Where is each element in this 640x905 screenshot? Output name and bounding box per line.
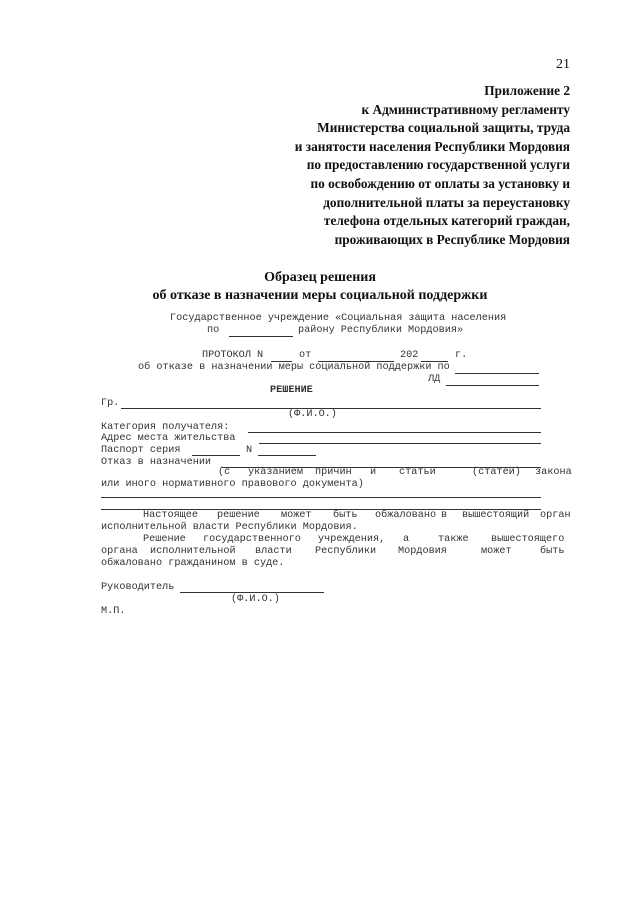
appendix-line: дополнительной платы за переустановку	[323, 194, 570, 210]
reason-blank-1	[101, 497, 541, 498]
appeal-word: Республики	[315, 546, 377, 557]
reason-word: и	[370, 467, 377, 478]
category-label: Категория получателя:	[101, 422, 230, 433]
measure-blank	[455, 373, 539, 374]
appeal-word: быть	[540, 546, 565, 557]
reason-word: причин	[315, 467, 352, 478]
citizen-label: Гр.	[101, 398, 120, 409]
protocol-from: от	[299, 350, 312, 361]
appeal-word: может	[281, 510, 312, 521]
appeal-word: быть	[333, 510, 358, 521]
page-number: 21	[556, 57, 570, 72]
appendix-line: по предоставлению государственной услуги	[306, 157, 570, 173]
protocol-year: 202	[400, 350, 419, 361]
institution-line-1: Государственное учреждение «Социальная защита населения	[170, 313, 507, 324]
head-label: Руководитель	[101, 582, 175, 593]
sample-subtitle: об отказе в назначении меры социальной поддержки	[152, 288, 488, 303]
reason-word: указанием	[248, 467, 304, 478]
appeal-word: а	[403, 534, 410, 545]
passport-series-blank	[192, 455, 240, 456]
institution-line-2-prefix: по	[207, 325, 220, 336]
appeal-paragraph-3-line-2: обжаловано гражданином в суде.	[101, 558, 285, 569]
appeal-word: также	[438, 534, 469, 545]
address-label: Адрес места жительства	[101, 433, 236, 444]
passport-number-blank	[258, 455, 316, 456]
fio-caption: (Ф.И.О.)	[288, 409, 337, 420]
appeal-word: власти	[255, 546, 292, 557]
reason-word: статьи	[399, 467, 436, 478]
refusal-line: об отказе в назначении меры социальной поддержки по	[138, 362, 450, 373]
ld-label: ЛД	[428, 374, 441, 385]
appeal-word: вышестоящий	[462, 510, 530, 521]
reason-word: (с	[218, 467, 231, 478]
ld-blank	[446, 385, 539, 386]
category-blank	[248, 432, 541, 433]
appendix-line: и занятости населения Республики Мордовия	[294, 138, 570, 154]
appeal-word: орган	[540, 510, 571, 521]
appeal-word: Мордовия	[398, 546, 447, 557]
appeal-word: может	[481, 546, 512, 557]
refused-label: Отказ в назначении	[101, 457, 212, 468]
appendix-line: Министерства социальной защиты, труда	[317, 120, 570, 136]
appeal-word: решение	[217, 510, 260, 521]
district-blank	[229, 336, 293, 337]
appeal-paragraph-1-line-2: исполнительной власти Республики Мордовия.	[101, 522, 358, 533]
institution-line-2-suffix: району Республики Мордовия»	[298, 325, 464, 336]
appeal-word: вышестоящего	[491, 534, 565, 545]
appeal-word: обжаловано	[375, 510, 437, 521]
appeal-word: Решение	[143, 534, 186, 545]
sample-title: Образец решения	[264, 270, 376, 285]
decision-heading: РЕШЕНИЕ	[270, 385, 313, 396]
address-blank	[259, 443, 541, 444]
reason-line-2: или иного нормативного правового документа)	[101, 479, 364, 490]
appeal-word: Настоящее	[143, 510, 199, 521]
appeal-word: органа	[101, 546, 138, 557]
passport-label: Паспорт серия	[101, 445, 181, 456]
reason-word: (статей)	[472, 467, 521, 478]
head-signature-blank	[180, 592, 324, 593]
protocol-year-suffix: г.	[455, 350, 468, 361]
reason-word: закона	[535, 467, 572, 478]
appeal-word: учреждения,	[318, 534, 386, 545]
protocol-label: ПРОТОКОЛ N	[202, 350, 264, 361]
appeal-word: в	[441, 510, 448, 521]
appendix-line: по освобождению от оплаты за установку и	[310, 175, 570, 191]
passport-number-label: N	[246, 445, 253, 456]
appeal-word: государственного	[203, 534, 301, 545]
appendix-line: к Административному регламенту	[361, 101, 570, 117]
seal-label: М.П.	[101, 606, 126, 617]
appendix-line: телефона отдельных категорий граждан,	[323, 213, 570, 229]
appendix-header	[295, 82, 570, 249]
appendix-line: проживающих в Республике Мордовия	[334, 231, 570, 247]
appeal-word: исполнительной	[150, 546, 236, 557]
appendix-line: Приложение 2	[484, 83, 570, 98]
head-fio-caption: (Ф.И.О.)	[231, 594, 280, 605]
